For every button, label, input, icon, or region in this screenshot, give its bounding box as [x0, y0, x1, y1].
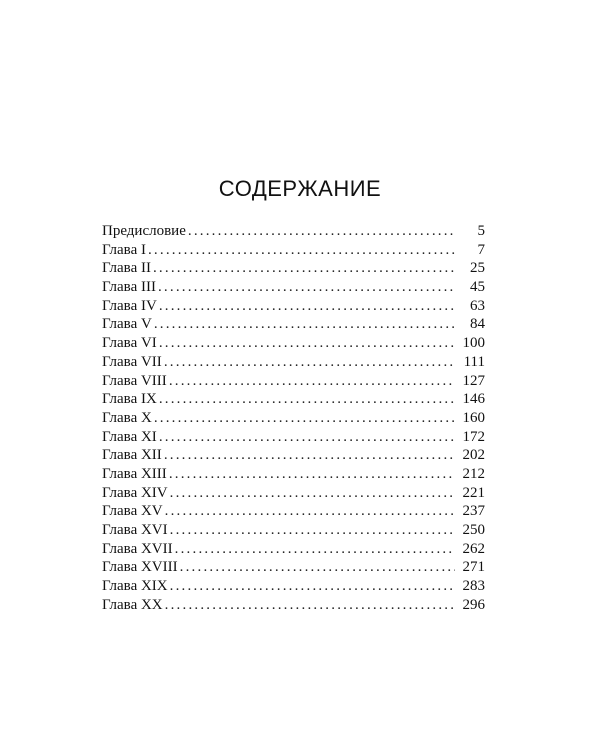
dot-leader: [164, 446, 455, 465]
toc-entry-page: 250: [462, 522, 485, 538]
toc-entry-page: 111: [463, 353, 485, 370]
toc-entry-page: 283: [462, 578, 485, 595]
toc-entry-label: Глава IV: [102, 297, 157, 314]
dot-leader: [148, 241, 455, 260]
toc-entry-label: Глава X: [102, 409, 152, 426]
toc-entry-page: 127: [462, 372, 485, 389]
toc-entry: [102, 259, 485, 278]
dot-leader: [170, 521, 455, 540]
toc-entry-label: Глава XIV: [102, 484, 168, 501]
dot-leader: [175, 540, 455, 559]
toc-entry-label: Глава XI: [102, 428, 157, 445]
dot-leader: [170, 577, 455, 596]
toc-entry-page: 146: [462, 391, 485, 408]
toc-entry-page: 212: [462, 465, 485, 482]
toc-entry-page: 237: [462, 503, 485, 520]
dot-leader: [165, 596, 455, 615]
toc-entry-label: Глава XVI: [102, 522, 168, 538]
toc-entry-page: 160: [462, 409, 485, 426]
toc-entry: [102, 241, 485, 260]
dot-leader: [154, 409, 455, 428]
dot-leader: [180, 558, 455, 577]
dot-leader: [158, 278, 455, 297]
toc-entry-label: Глава XVIII: [102, 559, 178, 576]
toc-entry: [102, 540, 485, 559]
toc-entry-label: Глава XIX: [102, 578, 168, 595]
toc-entry: [102, 446, 485, 465]
toc-entry-label: Глава III: [102, 279, 156, 296]
toc-entry: [102, 372, 485, 391]
toc-list: [102, 222, 485, 614]
dot-leader: [165, 502, 455, 521]
toc-entry-page: 7: [477, 241, 485, 258]
dot-leader: [159, 428, 455, 447]
toc-entry: [102, 502, 485, 521]
toc-entry-page: 84: [470, 316, 485, 333]
toc-entry-label: Глава VI: [102, 335, 157, 352]
toc-entry-label: Глава I: [102, 241, 146, 258]
toc-entry: [102, 596, 485, 615]
toc-entry-page: 45: [470, 279, 485, 296]
toc-entry-label: Глава XVII: [102, 540, 173, 557]
dot-leader: [154, 315, 455, 334]
toc-entry: [102, 334, 485, 353]
toc-entry: [102, 278, 485, 297]
toc-entry-page: 296: [462, 596, 485, 613]
toc-title: СОДЕРЖАНИЕ: [218, 176, 382, 201]
toc-entry-label: Глава IX: [102, 391, 157, 408]
toc-entry-page: 25: [470, 260, 485, 277]
toc-entry-page: 100: [462, 335, 485, 352]
toc-entry-page: 202: [462, 447, 485, 464]
dot-leader: [169, 372, 455, 391]
toc-entry: [102, 577, 485, 596]
toc-entry: [102, 222, 485, 241]
toc-entry: [102, 465, 485, 484]
toc-entry-label: Глава II: [102, 260, 151, 277]
toc-entry: [102, 558, 485, 577]
toc-entry-page: 5: [477, 223, 485, 239]
toc-entry-page: 262: [462, 540, 485, 557]
toc-entry-page: 271: [462, 559, 485, 576]
dot-leader: [159, 334, 455, 353]
dot-leader: [159, 297, 455, 316]
toc-entry-label: Глава XII: [102, 447, 162, 464]
dot-leader: [188, 222, 455, 241]
toc-entry: [102, 297, 485, 316]
toc-entry: [102, 409, 485, 428]
toc-entry-label: Глава XX: [102, 596, 163, 613]
toc-entry-page: 63: [470, 297, 485, 314]
toc-entry: [102, 428, 485, 447]
toc-entry-page: 172: [462, 428, 485, 445]
toc-entry-label: Глава XV: [102, 503, 163, 520]
dot-leader: [164, 353, 455, 372]
toc-entry-page: 221: [462, 484, 485, 501]
dot-leader: [159, 390, 455, 409]
toc-entry: [102, 484, 485, 503]
toc-entry: [102, 353, 485, 372]
toc-entry-label: Глава XIII: [102, 465, 167, 482]
toc-entry-label: Глава V: [102, 316, 152, 333]
toc-entry-label: Предисловие: [102, 223, 186, 239]
toc-entry: [102, 390, 485, 409]
dot-leader: [170, 484, 455, 503]
toc-entry-label: Глава VII: [102, 353, 162, 370]
toc-entry: [102, 315, 485, 334]
toc-entry-label: Глава VIII: [102, 372, 167, 389]
dot-leader: [169, 465, 455, 484]
dot-leader: [153, 259, 455, 278]
toc-entry: [102, 521, 485, 540]
